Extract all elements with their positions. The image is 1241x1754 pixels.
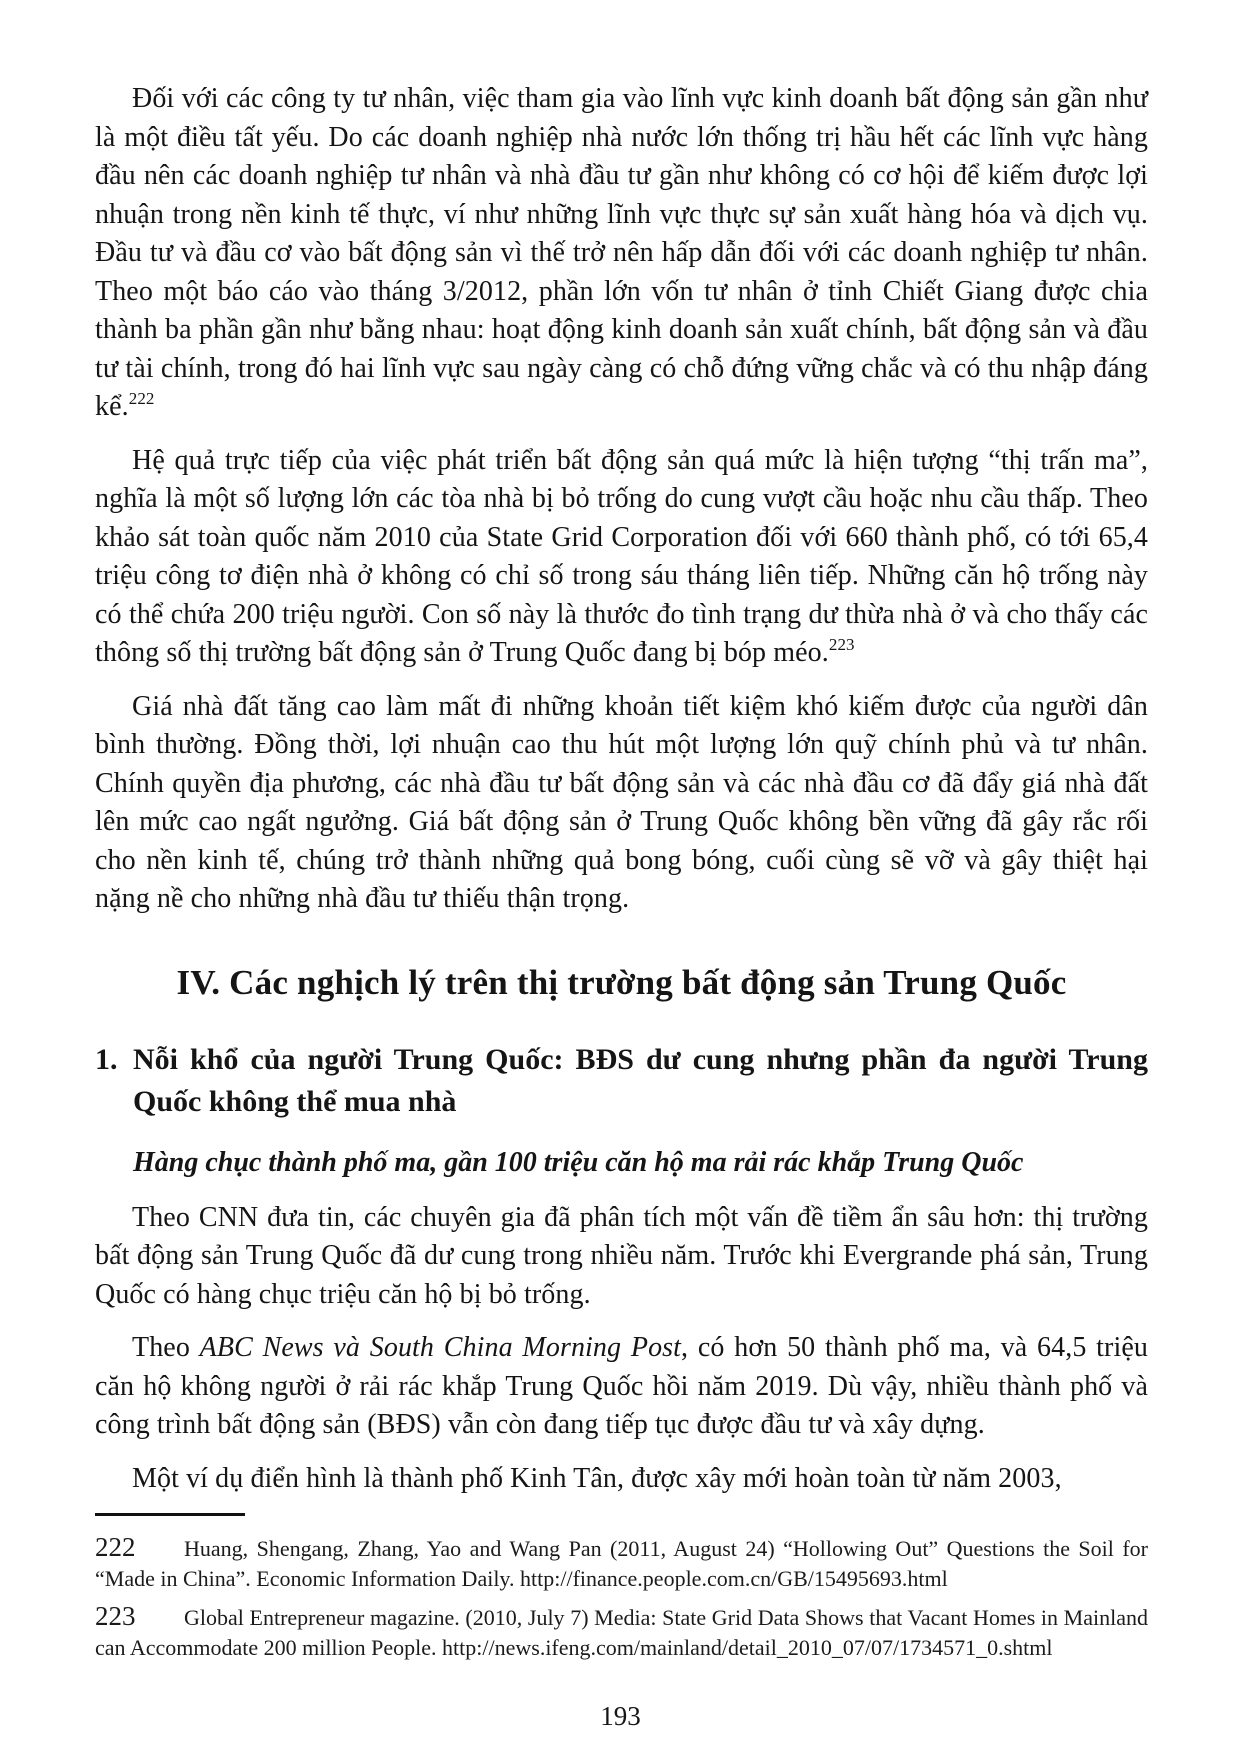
- paragraph-private-companies: Đối với các công ty tư nhân, việc tham gia vào lĩnh vực kinh doanh bất động sản gần như là một điều tất yếu. Do các doanh nghiệp nhà nước lớn thống trị hầu hết các lĩnh vực hàng đầu nên các doanh nghiệp tư nhân và nhà đầu tư gần như không có cơ hội để kiếm được lợi nhuận trong nền kinh tế thực, ví như những lĩnh vực thực sự sản xuất hàng hóa và dịch vụ. Đầu tư và đầu cơ vào bất động sản vì thế trở nên hấp dẫn đối với các doanh nghiệp tư nhân. Theo một báo cáo vào tháng 3/2012, phần lớn vốn tư nhân ở tỉnh Chiết Giang được chia thành ba phần gần như bằng nhau: hoạt động kinh doanh sản xuất chính, bất động sản và đầu tư tài chính, trong đó hai lĩnh vực sau ngày càng có chỗ đứng vững chắc và có thu nhập đáng kể.$^{222}$: [95, 83, 1148, 422]
- footnote-222: [95, 1532, 1148, 1594]
- footnote-223: [95, 1601, 1148, 1663]
- page-number: 193: [600, 1701, 641, 1731]
- section-heading: IV. Các nghịch lý trên thị trường bất động sản Trung Quốc: [176, 962, 1067, 1002]
- sub-sub-heading: Hàng chục thành phố ma, gần 100 triệu căn hộ ma rải rác khắp Trung Quốc: [133, 1146, 1024, 1178]
- footnote-text: Global Entrepreneur magazine. (2010, July 7) Media: State Grid Data Shows that Vacant Homes in Mainland can Accommodate 200 million People. http://news.ifeng.com/mainland/detail_2010_07/07/1734571_0.shtml: [95, 1605, 1148, 1660]
- subsection-number: 1.: [95, 1042, 118, 1076]
- paragraph-abc-news: Theo ABC News và South China Morning Post, có hơn 50 thành phố ma, và 64,5 triệu căn hộ không người ở rải rác khắp Trung Quốc hồi năm 2019. Dù vậy, nhiều thành phố và công trình bất động sản (BĐS) vẫn còn đang tiếp tục được đầu tư và xây dựng.: [95, 1332, 1148, 1440]
- footnote-separator: [95, 1513, 245, 1516]
- footnotes-section: [95, 1513, 1148, 1670]
- footnote-number: 223: [95, 1601, 136, 1631]
- paragraph-kinh-tan: Một ví dụ điển hình là thành phố Kinh Tân, được xây mới hoàn toàn từ năm 2003,: [132, 1462, 1062, 1494]
- paragraph-housing-prices: Giá nhà đất tăng cao làm mất đi những khoản tiết kiệm khó kiếm được của người dân bình thường. Đồng thời, lợi nhuận cao thu hút một lượng lớn quỹ chính phủ và tư nhân. Chính quyền địa phương, các nhà đầu tư bất động sản và các nhà đầu cơ đã đẩy giá nhà đất lên mức cao ngất ngưởng. Giá bất động sản ở Trung Quốc không bền vững đã gây rắc rối cho nền kinh tế, chúng trở thành những quả bong bóng, cuối cùng sẽ vỡ và gây thiệt hại nặng nề cho những nhà đầu tư thiếu thận trọng.: [95, 690, 1148, 914]
- paragraph-ghost-towns: Hệ quả trực tiếp của việc phát triển bất động sản quá mức là hiện tượng “thị trấn ma”, nghĩa là một số lượng lớn các tòa nhà bị bỏ trống do cung vượt cầu hoặc nhu cầu thấp. Theo khảo sát toàn quốc năm 2010 của State Grid Corporation đối với 660 thành phố, có tới 65,4 triệu công tơ điện nhà ở không có chỉ số trong sáu tháng liên tiếp. Những căn hộ trống này có thể chứa 200 triệu người. Con số này là thước đo tình trạng dư thừa nhà ở và cho thấy các thông số thị trường bất động sản ở Trung Quốc đang bị bóp méo.$^{223}$: [95, 444, 1148, 668]
- footnote-text: Huang, Shengang, Zhang, Yao and Wang Pan (2011, August 24) “Hollowing Out” Questions the Soil for “Made in China”. Economic Information Daily. http://finance.people.com.cn/GB/15495693.html: [95, 1536, 1148, 1591]
- subsection-title: Nỗi khổ của người Trung Quốc: BĐS dư cung nhưng phần đa người Trung Quốc không thể mua nhà: [133, 1042, 1148, 1118]
- footnote-number: 222: [95, 1532, 136, 1562]
- main-text: [95, 80, 1148, 1498]
- paragraph-cnn-report: Theo CNN đưa tin, các chuyên gia đã phân tích một vấn đề tiềm ẩn sâu hơn: thị trường bất động sản Trung Quốc đã dư cung trong nhiều năm. Trước khi Evergrande phá sản, Trung Quốc có hàng chục triệu căn hộ bị bỏ trống.: [95, 1201, 1148, 1310]
- subsection-heading: [95, 1039, 1148, 1123]
